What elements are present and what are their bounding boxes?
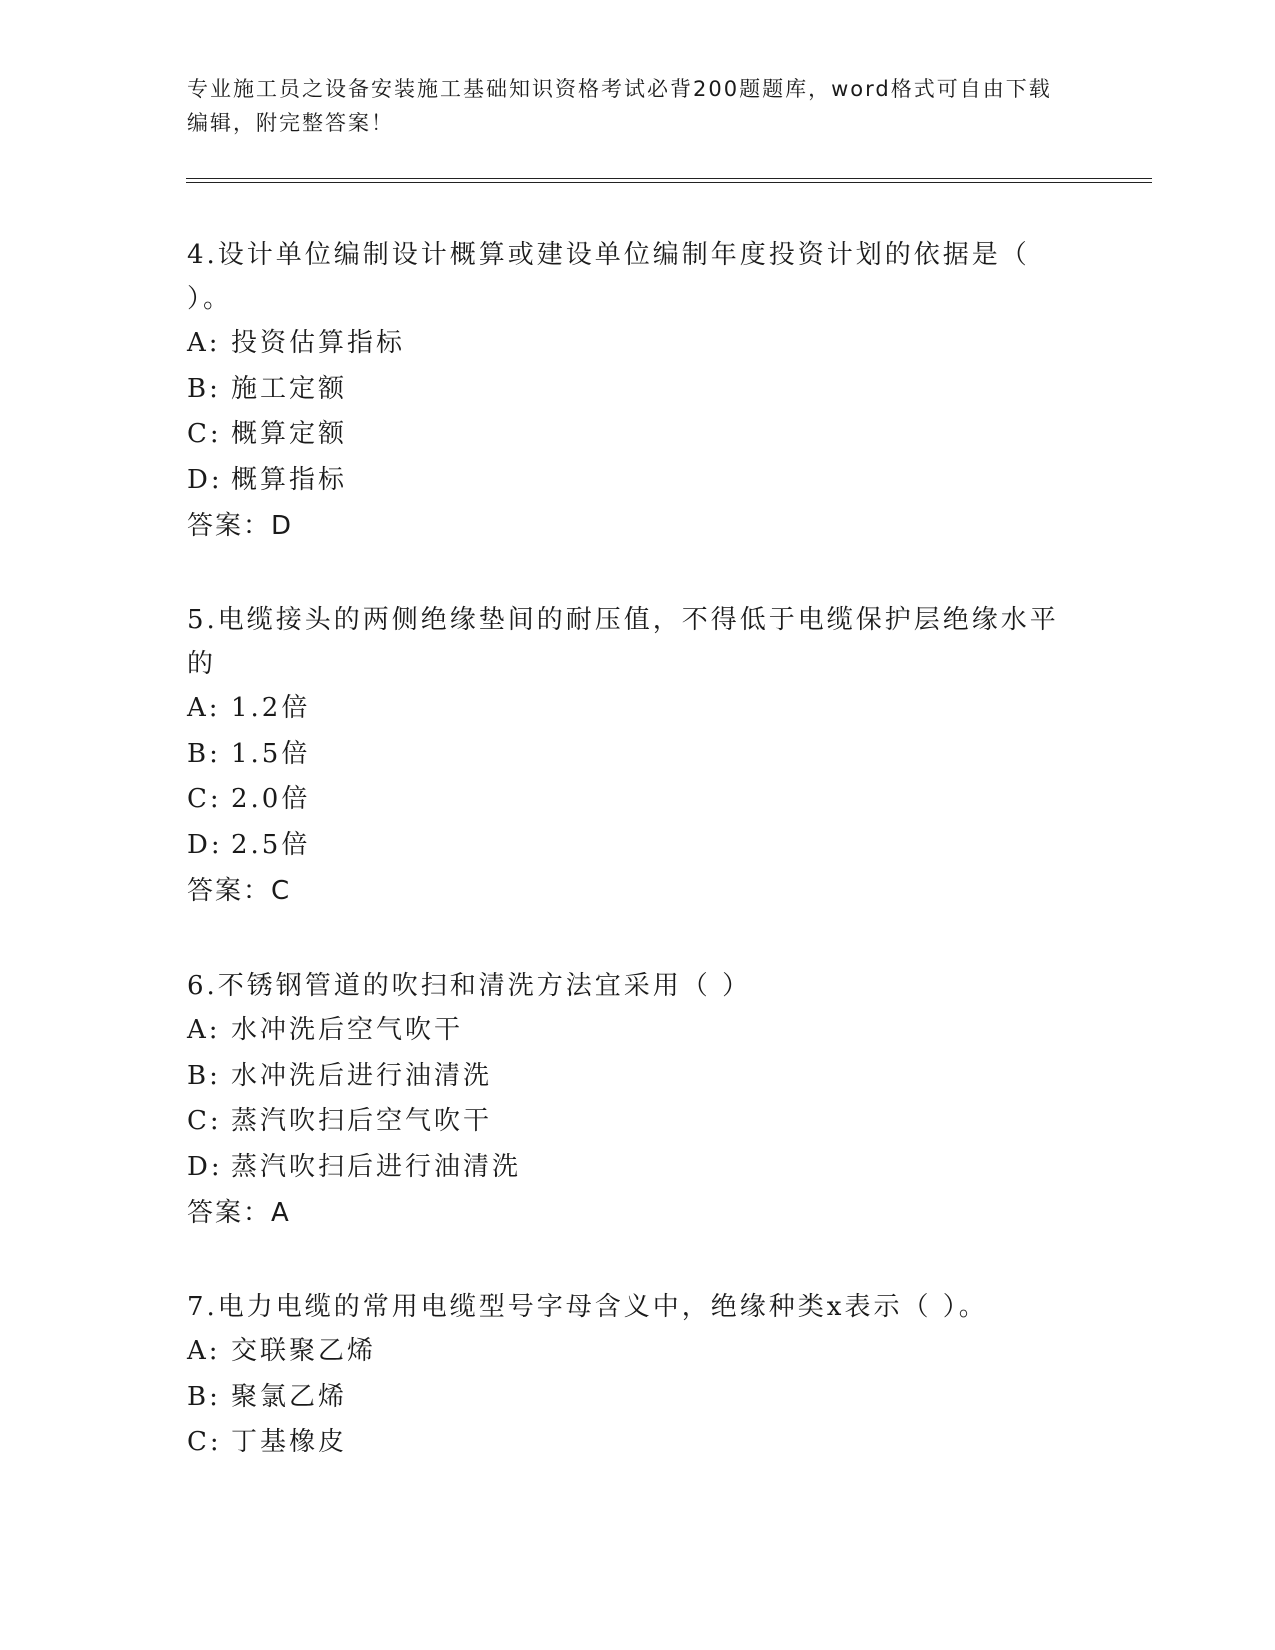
answer-line: 答案：D [187,511,294,541]
header-divider-top [186,178,1152,179]
option-b [187,732,1067,778]
option-text: 1.5倍 [231,738,311,769]
option-text: 2.0倍 [231,784,311,814]
option-text: 概算指标 [231,464,348,495]
option-key: C: [187,1427,222,1457]
option-text: 2.5倍 [231,829,311,860]
option-key: C: [187,784,222,814]
option-a [187,1008,1067,1054]
question-4 [187,233,1067,549]
option-key: A: [187,328,221,358]
option-a [187,686,1067,732]
option-text: 施工定额 [231,373,348,404]
question-6 [187,964,1067,1236]
option-text: 蒸汽吹扫后进行油清洗 [231,1151,522,1182]
option-key: A: [187,1015,221,1045]
option-key: D: [187,829,223,860]
option-d [187,458,1067,504]
question-stem: 6.不锈钢管道的吹扫和清洗方法宜采用（ ） [187,971,752,1001]
question-5 [187,598,1067,914]
option-c [187,1099,1067,1145]
answer-line: 答案：A [187,1198,291,1228]
option-key: D: [187,1151,223,1182]
option-key: D: [187,464,223,495]
option-key: B: [187,1381,221,1412]
option-c [187,412,1067,458]
option-text: 丁基橡皮 [231,1427,348,1457]
option-d [187,1145,1067,1191]
answer-line: 答案：C [187,876,292,906]
question-7 [187,1285,1067,1466]
option-key: A: [187,693,221,723]
option-d [187,823,1067,869]
option-text: 1.2倍 [231,693,311,723]
option-c [187,1420,1067,1466]
document-title: 专业施工员之设备安装施工基础知识资格考试必背200题题库，word格式可自由下载编辑，附完整答案！ [187,77,1052,135]
option-key: B: [187,373,221,404]
question-stem: 7.电力电缆的常用电缆型号字母含义中，绝缘种类x表示（ ）。 [187,1292,988,1322]
option-a [187,1329,1067,1375]
option-a [187,321,1067,367]
question-stem: 4.设计单位编制设计概算或建设单位编制年度投资计划的依据是（ ）。 [187,240,1030,314]
option-b [187,1054,1067,1100]
option-text: 水冲洗后空气吹干 [231,1015,464,1045]
question-stem: 5.电缆接头的两侧绝缘垫间的耐压值，不得低于电缆保护层绝缘水平的 [187,605,1059,679]
document-header [187,72,1067,140]
header-divider-bottom [186,182,1152,183]
option-key: B: [187,738,221,769]
option-b [187,367,1067,413]
option-key: C: [187,419,222,449]
option-text: 投资估算指标 [231,328,406,358]
option-text: 聚氯乙烯 [231,1381,348,1412]
option-key: C: [187,1106,222,1136]
option-text: 水冲洗后进行油清洗 [231,1060,493,1091]
option-key: B: [187,1060,221,1091]
option-text: 蒸汽吹扫后空气吹干 [231,1106,493,1136]
option-text: 概算定额 [231,419,348,449]
option-key: A: [187,1336,221,1366]
option-text: 交联聚乙烯 [231,1336,377,1366]
option-c [187,777,1067,823]
option-b [187,1375,1067,1421]
